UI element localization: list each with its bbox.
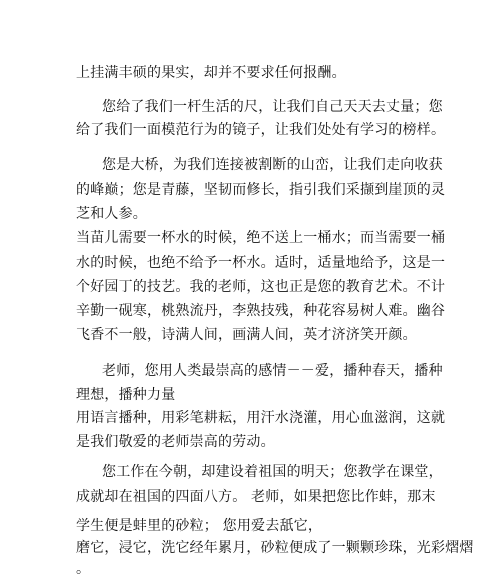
text-line: 水的时候，也绝不给予一杯水。适时，适量地给予，这是一 xyxy=(76,255,446,271)
text-line: 当苗儿需要一杯水的时候，绝不送上一桶水；而当需要一桶 xyxy=(76,230,446,246)
text-line: 磨它，浸它，洗它经年累月，砂粒便成了一颗颗珍珠，光彩熠熠 xyxy=(76,540,474,556)
text-line: 是我们敬爱的老师崇高的劳动。 xyxy=(76,434,275,450)
text-line: 您工作在今朝，却建设着祖国的明天；您教学在课堂， xyxy=(102,464,443,480)
text-line: 用语言播种，用彩笔耕耘，用汗水浇灌，用心血滋润，这就 xyxy=(76,410,446,426)
text-line: 老师，您用人类最崇高的感情－－爱，播种春天，播种 xyxy=(102,363,443,379)
text-line: 个好园丁的技艺。我的老师，这也正是您的教育艺术。不计 xyxy=(76,279,446,295)
text-line: 成就却在祖国的四面八方。 老师，如果把您比作蚌，那末 xyxy=(76,489,436,505)
text-line: 给了我们一面模范行为的镜子，让我们处处有学习的榜样。 xyxy=(76,122,446,138)
text-line: 学生便是蚌里的砂粒； 您用爱去舐它， xyxy=(76,518,323,534)
text-line: 。 xyxy=(76,561,91,577)
text-line: 辛勤一砚寒，桃熟流丹，李熟技残，种花容易树人难。幽谷 xyxy=(76,303,446,319)
text-line: 的峰巅；您是青藤，坚韧而修长，指引我们采撷到崖顶的灵 xyxy=(76,182,446,198)
text-line: 芝和人参。 xyxy=(76,206,147,222)
text-line: 您给了我们一杆生活的尺，让我们自己天天去丈量；您 xyxy=(102,99,443,115)
text-line: 飞香不一般，诗满人间，画满人间，英才济济笑开颜。 xyxy=(76,327,417,343)
text-line: 您是大桥，为我们连接被割断的山峦，让我们走向收获 xyxy=(102,157,443,173)
text-line: 理想，播种力量 xyxy=(76,387,176,403)
text-line: 上挂满丰硕的果实，却并不要求任何报酬。 xyxy=(76,65,346,81)
